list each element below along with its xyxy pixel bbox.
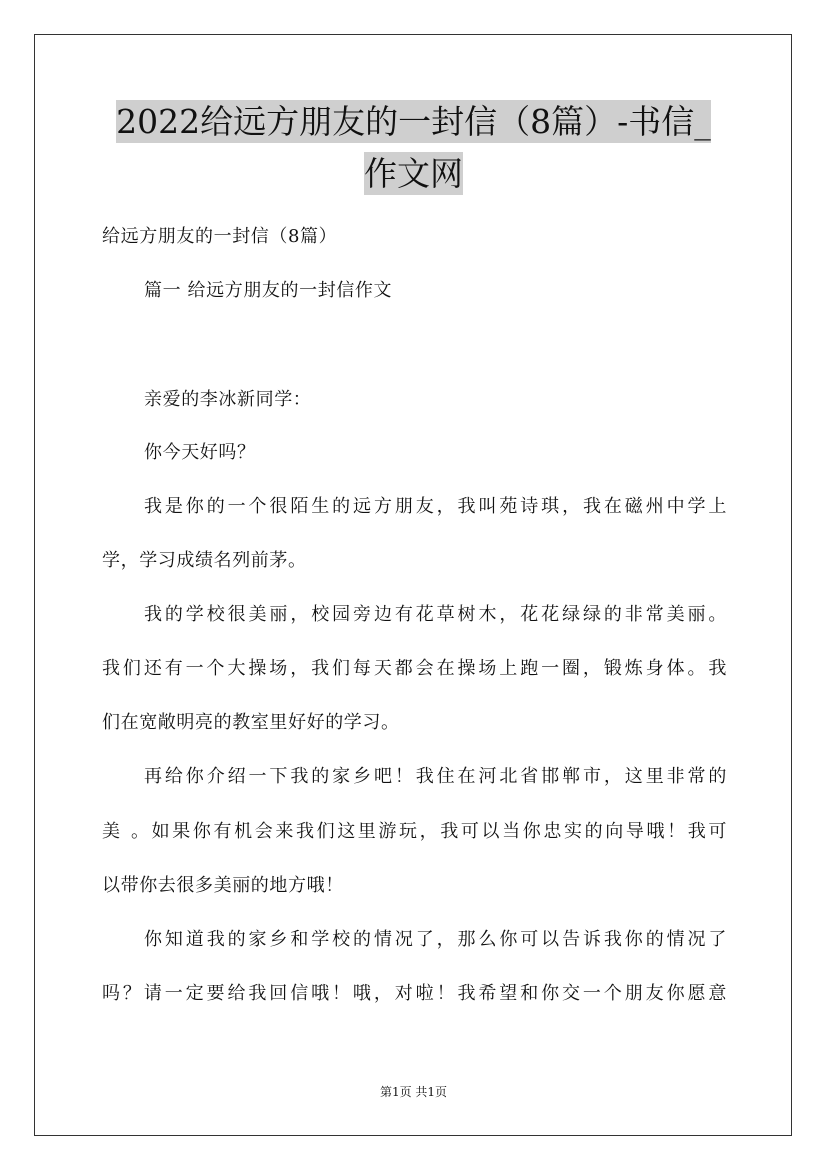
- document-title-text: 2022给远方朋友的一封信（8篇）-书信_作文网: [116, 102, 711, 193]
- paragraph-line: 以带你去很多美丽的地方哦！: [102, 875, 344, 896]
- paragraph-line: 我的学校很美丽，校园旁边有花草树木，花花绿绿的非常美丽。: [144, 604, 727, 625]
- paragraph-line: 我们还有一个大操场，我们每天都会在操场上跑一圈，锻炼身体。我: [102, 658, 727, 679]
- paragraph-line: 我是你的一个很陌生的远方朋友，我叫苑诗琪，我在磁州中学上: [144, 496, 727, 517]
- paragraph-line: 再给你介绍一下我的家乡吧！我住在河北省邯郸市，这里非常的: [144, 766, 727, 787]
- section-heading: 篇一 给远方朋友的一封信作文: [144, 280, 393, 301]
- page-footer: 第1页 共1页: [379, 1085, 448, 1099]
- paragraph-line: 们在宽敞明亮的教室里好好的学习。: [102, 712, 400, 733]
- paragraph-line: 你知道我的家乡和学校的情况了，那么你可以告诉我你的情况了: [144, 929, 727, 950]
- paragraph-line: 学，学习成绩名列前茅。: [102, 550, 307, 571]
- salutation-line: 亲爱的李冰新同学：: [144, 389, 312, 410]
- paragraph-line: 美 。如果你有机会来我们这里游玩，我可以当你忠实的向导哦！我可: [102, 821, 727, 842]
- document-subtitle: 给远方朋友的一封信（8篇）: [102, 226, 338, 247]
- paragraph-line: 吗？请一定要给我回信哦！哦，对啦！我希望和你交一个朋友你愿意: [102, 983, 727, 1004]
- document-title: [100, 96, 727, 200]
- greeting-line: 你今天好吗？: [144, 442, 256, 463]
